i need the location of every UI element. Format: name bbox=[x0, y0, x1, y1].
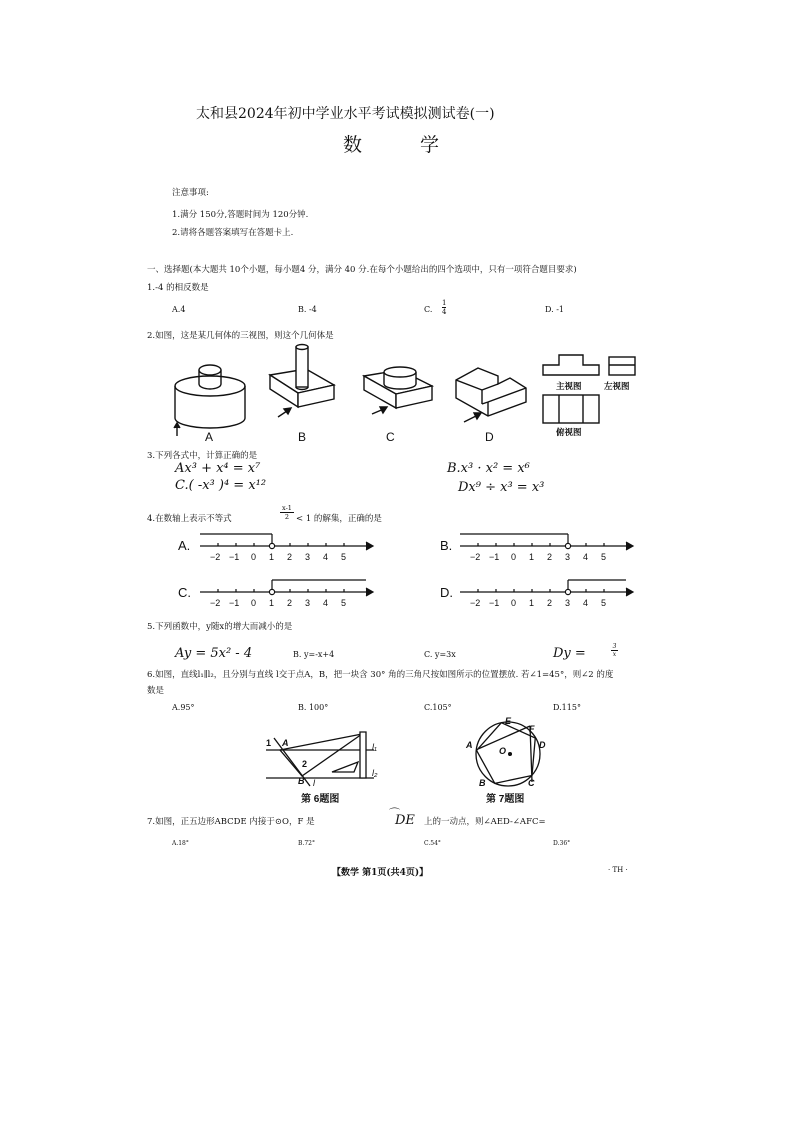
frac-num: x-1 bbox=[280, 504, 294, 513]
q7-label-F: F bbox=[529, 724, 535, 734]
q4-numberline-b bbox=[460, 532, 640, 552]
tick: 0 bbox=[251, 552, 257, 562]
q2-label-d: D bbox=[485, 430, 494, 444]
tick: 5 bbox=[341, 598, 347, 608]
q2-figure-c bbox=[360, 362, 440, 427]
subject-title: 数学 bbox=[343, 134, 498, 156]
q3-option-b: B.x³ · x² = x⁶ bbox=[447, 461, 530, 476]
q7-fig-caption: 第 7题图 bbox=[486, 794, 525, 805]
arc-label: DE bbox=[395, 813, 415, 828]
top-view-label: 俯视图 bbox=[556, 427, 582, 437]
tick: 1 bbox=[269, 552, 275, 562]
tick: 5 bbox=[341, 552, 347, 562]
q7-stem-pre: 7.如图，正五边形ABCDE 内接于⊙O，F 是 bbox=[147, 817, 315, 827]
q4-label-b: B. bbox=[440, 538, 453, 553]
tick: 2 bbox=[547, 552, 553, 562]
tick: −2 bbox=[210, 598, 221, 608]
q6-label-l1: l₁ bbox=[372, 742, 377, 752]
q4-fraction bbox=[280, 504, 294, 521]
q6-label-B: B bbox=[298, 776, 305, 786]
q6-option-b: B. 100° bbox=[298, 703, 329, 712]
q6-option-d: D.115° bbox=[553, 703, 581, 712]
tick: 1 bbox=[529, 598, 535, 608]
q1-option-d: D. -1 bbox=[545, 305, 565, 314]
q4-label-c: C. bbox=[178, 585, 191, 600]
q3-option-c: C.( -x³ )⁴ = x¹² bbox=[175, 478, 267, 493]
q2-label-a: A bbox=[205, 430, 214, 444]
tick: 0 bbox=[511, 552, 517, 562]
triangle-ruler bbox=[280, 734, 362, 776]
section-heading: 一、选择题(本大题共 10个小题，每小题4 分，满分 40 分.在每个小题给出的四个选项中，只有一项符合题目要求) bbox=[147, 265, 577, 275]
frac-num: 3 bbox=[612, 643, 617, 650]
footer-page: 【数学 第1页(共4页)】 bbox=[332, 868, 429, 878]
q5-stem: 5.下列函数中，y随x的增大而减小的是 bbox=[147, 622, 293, 632]
tick: 0 bbox=[251, 598, 257, 608]
q1-option-c: C. bbox=[424, 305, 433, 314]
front-view-label: 主视图 bbox=[556, 381, 582, 391]
tick: 3 bbox=[305, 598, 311, 608]
q1-stem: 1.-4 的相反数是 bbox=[147, 283, 209, 293]
frac-num: 1 bbox=[442, 299, 447, 307]
q6-fig-caption: 第 6题图 bbox=[301, 794, 340, 805]
q5-option-d: Dy = bbox=[553, 646, 586, 661]
q4-stem-pre: 4.在数轴上表示不等式 bbox=[147, 514, 232, 524]
q4-label-a: A. bbox=[178, 538, 191, 553]
q2-figure-d bbox=[452, 362, 532, 432]
q6-label-1: 1 bbox=[266, 738, 272, 748]
q3-stem: 3.下列各式中，计算正确的是 bbox=[147, 451, 258, 461]
exam-title: 太和县2024年初中学业水平考试模拟测试卷(一) bbox=[196, 106, 495, 122]
tick: −1 bbox=[489, 598, 500, 608]
q6-stem-line2: 数是 bbox=[147, 686, 165, 696]
tick: 1 bbox=[269, 598, 275, 608]
tick: 2 bbox=[287, 598, 293, 608]
tick: 4 bbox=[323, 598, 329, 608]
q6-option-a: A.95° bbox=[172, 703, 195, 712]
q7-option-c: C.54° bbox=[424, 840, 441, 847]
q7-label-A: A bbox=[466, 740, 473, 750]
triangle-inner bbox=[332, 762, 358, 772]
q4-numberline-d bbox=[460, 578, 640, 598]
q7-label-O: O bbox=[499, 746, 507, 756]
q4-numberline-a bbox=[200, 532, 380, 552]
q6-label-A: A bbox=[282, 738, 289, 748]
q2-label-b: B bbox=[298, 430, 307, 444]
tick: −1 bbox=[229, 598, 240, 608]
q1-option-a: A.4 bbox=[172, 305, 186, 314]
arc-symbol: ⌒ bbox=[389, 807, 400, 820]
q4-label-d: D. bbox=[440, 585, 453, 600]
tick: −1 bbox=[229, 552, 240, 562]
q7-arc-de bbox=[389, 807, 415, 828]
tick: −1 bbox=[489, 552, 500, 562]
q1-option-b: B. -4 bbox=[298, 305, 317, 314]
tick: 5 bbox=[601, 552, 607, 562]
q1-option-c-fraction bbox=[442, 299, 446, 316]
q6-option-c: C.105° bbox=[424, 703, 452, 712]
tick: 1 bbox=[529, 552, 535, 562]
q7-stem-post: 上的一动点，则∠AED-∠AFC= bbox=[424, 817, 546, 827]
q7-label-D: D bbox=[539, 740, 546, 750]
q7-label-B: B bbox=[479, 778, 486, 788]
q6-label-l2: l₂ bbox=[372, 768, 378, 778]
note-item-2: 2.请将各题答案填写在答题卡上. bbox=[172, 228, 294, 238]
q7-option-b: B.72° bbox=[298, 840, 315, 847]
q6-stem-line1: 6.如图，直线l₁∥l₂，且分别与直线 l交于点A，B，把一块含 30° 角的三角尺按如图所示的位置摆放. 若∠1=45°，则∠2 的度 bbox=[147, 670, 614, 680]
q5-option-a: Ay = 5x² - 4 bbox=[175, 646, 253, 661]
tick: 4 bbox=[583, 598, 589, 608]
tick: −2 bbox=[470, 598, 481, 608]
tick: 3 bbox=[305, 552, 311, 562]
q6-figure bbox=[262, 728, 382, 790]
tick: 5 bbox=[601, 598, 607, 608]
q7-label-C: C bbox=[528, 778, 535, 788]
q5-option-b: B. y=-x+4 bbox=[293, 650, 335, 659]
tick: 2 bbox=[547, 598, 553, 608]
q3-option-d: Dx⁹ ÷ x³ = x³ bbox=[458, 480, 545, 495]
q4-stem-post: < 1 的解集，正确的是 bbox=[296, 514, 382, 524]
front-view-shape bbox=[543, 355, 599, 375]
top-view-shape bbox=[543, 395, 599, 423]
frac-den: 2 bbox=[284, 513, 290, 521]
q5-option-c: C. y=3x bbox=[424, 650, 456, 659]
footer-code: · TH · bbox=[608, 866, 628, 874]
tick: 0 bbox=[511, 598, 517, 608]
frac-den: 4 bbox=[442, 308, 447, 316]
q2-label-c: C bbox=[386, 430, 395, 444]
q2-stem: 2.如图，这是某几何体的三视图，则这个几何体是 bbox=[147, 331, 334, 341]
left-view-shape bbox=[609, 357, 635, 375]
notes-heading: 注意事项: bbox=[172, 188, 209, 198]
tick: 3 bbox=[565, 598, 571, 608]
note-item-1: 1.满分 150分,答题时间为 120分钟. bbox=[172, 210, 309, 220]
frac-den: x bbox=[612, 651, 617, 658]
q7-label-E: E bbox=[505, 716, 512, 726]
q6-label-2: 2 bbox=[302, 759, 308, 769]
q6-label-l: l bbox=[313, 778, 315, 788]
tick: −2 bbox=[470, 552, 481, 562]
tick: 3 bbox=[565, 552, 571, 562]
q4-numberline-c bbox=[200, 578, 380, 598]
q2-three-views bbox=[541, 353, 641, 433]
tick: 4 bbox=[323, 552, 329, 562]
tick: −2 bbox=[210, 552, 221, 562]
q2-figure-b bbox=[266, 345, 341, 425]
left-view-label: 左视图 bbox=[604, 381, 630, 391]
q5-option-d-fraction bbox=[611, 643, 618, 658]
q7-option-d: D.36° bbox=[553, 840, 571, 847]
tick: 2 bbox=[287, 552, 293, 562]
q3-option-a: Ax³ + x⁴ = x⁷ bbox=[175, 461, 261, 476]
q7-option-a: A.18° bbox=[172, 840, 189, 847]
tick: 4 bbox=[583, 552, 589, 562]
